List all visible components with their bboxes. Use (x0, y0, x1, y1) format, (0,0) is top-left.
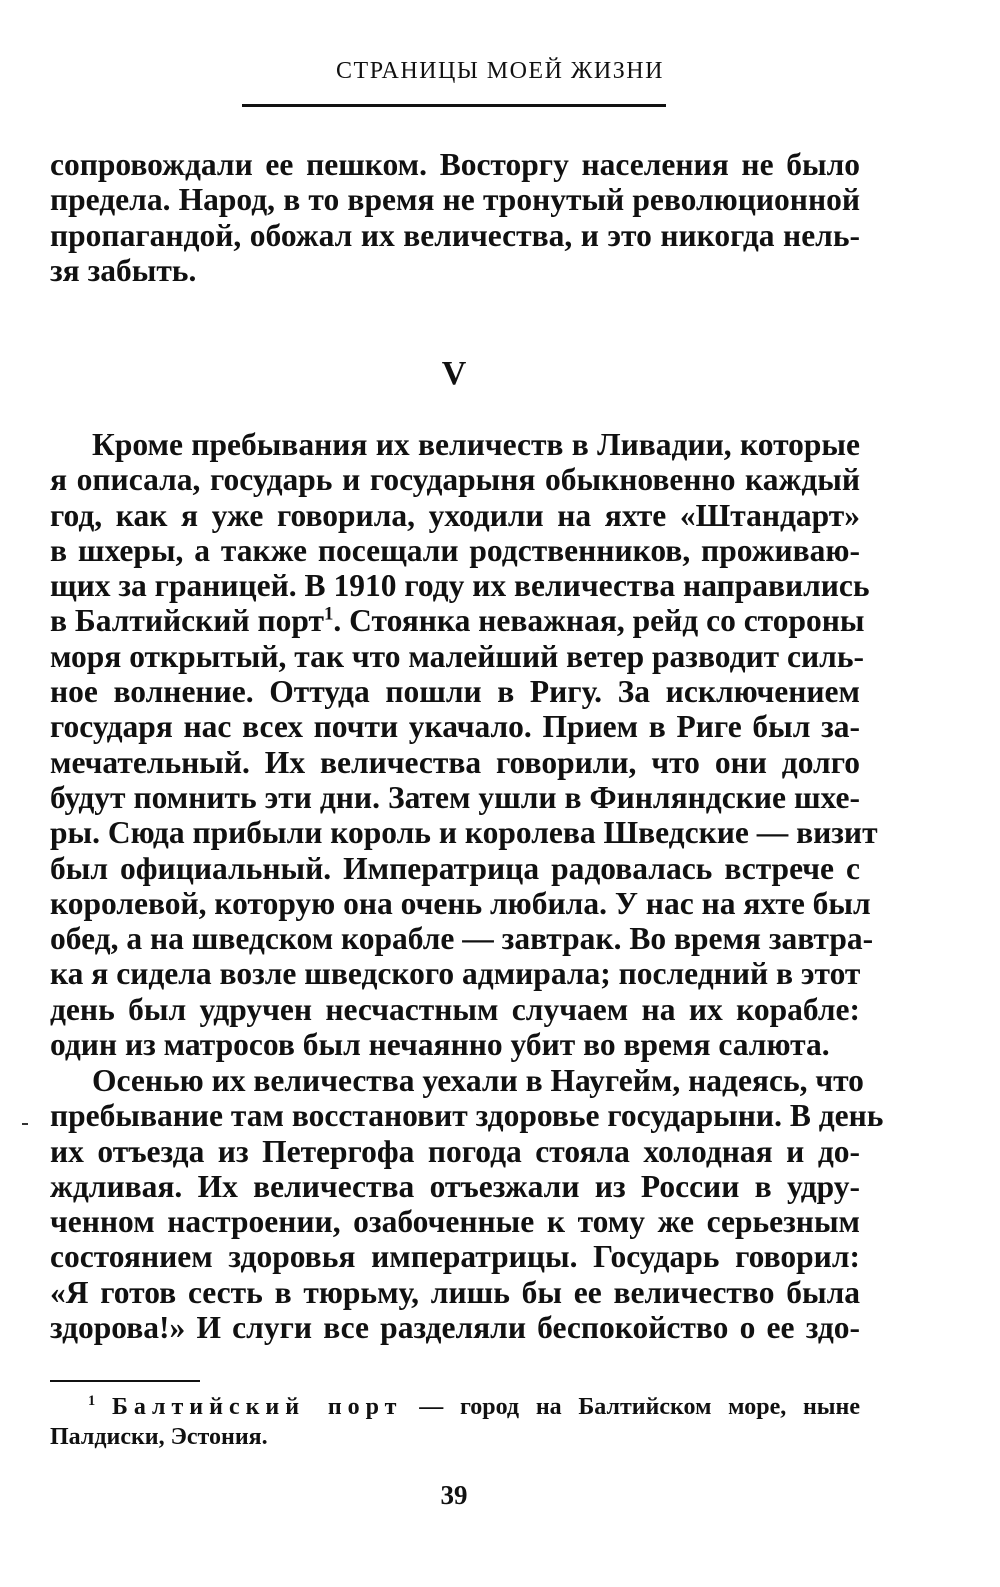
text-line: их отъезда из Петергофа погода стояла холодная и до- (50, 1133, 860, 1169)
text-line: щих за границей. В 1910 году их величества направились (50, 568, 870, 604)
text-line: ное волнение. Оттуда пошли в Ригу. За исключением (50, 674, 860, 710)
header-rule (242, 104, 666, 107)
text-line: пропагандой, обожал их величества, и это никогда нель- (50, 217, 860, 253)
text-line: обед, а на шведском корабле — завтрак. Во время завтра- (50, 921, 874, 957)
text-line: будут помнить эти дни. Затем ушли в Финляндские шхе- (50, 779, 860, 815)
text-line: сопровождали ее пешком. Восторгу населения не было (50, 147, 860, 182)
page-number: 39 (440, 1480, 468, 1510)
text-line: один из матросов был нечаянно убит во время салюта. (50, 1027, 830, 1063)
footnote-ref: 1 (323, 603, 334, 625)
footnote-text: — город на Балтийском море, ныне (402, 1394, 861, 1420)
footnote-line (50, 1392, 860, 1422)
text-line: состоянием здоровья императрицы. Государь говорил: (50, 1239, 860, 1275)
footnote (50, 1392, 860, 1452)
margin-mark (22, 1123, 28, 1125)
footnote-line: Палдиски, Эстония. (50, 1424, 268, 1450)
footnote-term: Балтийский порт (111, 1394, 403, 1420)
text-fragment: . Стоянка неважная, рейд со стороны (333, 603, 865, 639)
text-fragment: в Балтийский порт (50, 603, 324, 639)
paragraph-2 (50, 427, 878, 1063)
text-line: королевой, которую она очень любила. У нас на яхте был (50, 885, 871, 921)
text-line: день был удручен несчастным случаем на их корабле: (50, 991, 860, 1027)
text-line: я описала, государь и государыня обыкновенно каждый (50, 462, 860, 498)
text-line: год, как я уже говорила, уходили на яхте «Штандарт» (50, 497, 860, 533)
text-line: пребывание там восстановит здоровье государыни. В день (50, 1098, 884, 1134)
text-line: ченном настроении, озабоченные к тому же серьезным (50, 1204, 860, 1240)
text-line: ры. Сюда прибыли король и королева Шведские — визит (50, 815, 878, 851)
text-line: Осенью их величества уехали в Наугейм, надеясь, что (92, 1063, 864, 1098)
section-heading: V (441, 355, 467, 392)
text-line: мечательный. Их величества говорили, что они долго (50, 744, 860, 780)
text-line: государя нас всех почти укачало. Прием в Риге был за- (50, 709, 860, 745)
footnote-marker: 1 (88, 1393, 96, 1409)
footnote-rule (50, 1380, 200, 1382)
text-line: моря открытый, так что малейший ветер разводит силь- (50, 638, 864, 674)
running-head: СТРАНИЦЫ МОЕЙ ЖИЗНИ (336, 58, 664, 84)
text-line: «Я готов сесть в тюрьму, лишь бы ее величество была (50, 1274, 860, 1310)
text-line: здорова!» И слуги все разделяли беспокойство о ее здо- (50, 1310, 860, 1346)
text-line-with-footnote (50, 603, 865, 639)
text-line: зя забыть. (50, 252, 197, 288)
paragraph-3 (50, 1063, 884, 1346)
text-line: ка я сидела возле шведского адмирала; последний в этот (50, 956, 861, 992)
text-line: был официальный. Императрица радовалась встрече с (50, 850, 860, 886)
text-line: ждливая. Их величества отъезжали из России в удру- (50, 1168, 860, 1204)
text-line: Кроме пребывания их величеств в Ливадии, которые (92, 427, 860, 462)
text-line: в шхеры, а также посещали родственников, проживаю- (50, 532, 860, 568)
text-line: предела. Народ, в то время не тронутый революционной (50, 182, 860, 218)
paragraph-1 (50, 147, 860, 288)
